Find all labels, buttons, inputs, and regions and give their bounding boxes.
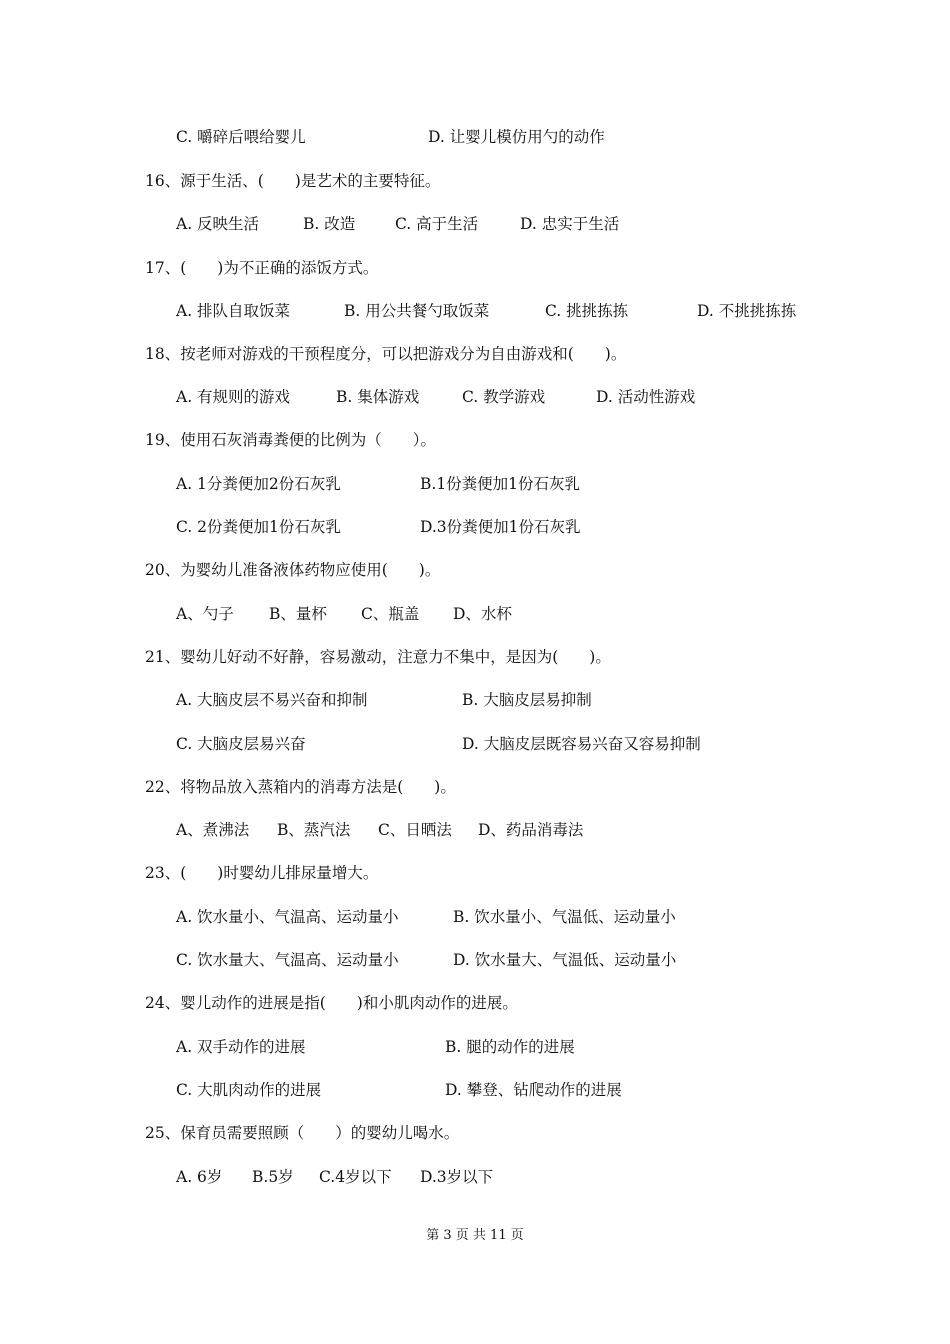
q15-option-d: D. 让婴儿模仿用勺的动作	[428, 128, 605, 146]
question-18-stem: 18、按老师对游戏的干预程度分，可以把游戏分为自由游戏和( )。	[145, 345, 627, 363]
q23-option-c: C. 饮水量大、气温高、运动量小	[176, 951, 399, 969]
q18-option-c: C. 教学游戏	[462, 388, 546, 406]
question-23-stem: 23、( )时婴幼儿排尿量增大。	[145, 864, 379, 882]
question-24-stem: 24、婴儿动作的进展是指( )和小肌肉动作的进展。	[145, 994, 518, 1012]
q20-option-d: D、水杯	[453, 605, 512, 623]
q22-option-a: A、煮沸法	[176, 821, 250, 839]
q19-option-d: D.3份粪便加1份石灰乳	[420, 518, 581, 536]
q16-option-b: B. 改造	[303, 215, 356, 233]
q16-option-d: D. 忠实于生活	[520, 215, 620, 233]
question-21-stem: 21、婴幼儿好动不好静，容易激动，注意力不集中，是因为( )。	[145, 648, 611, 666]
q17-option-c: C. 挑挑拣拣	[545, 302, 629, 320]
q19-option-a: A. 1分粪便加2份石灰乳	[176, 475, 341, 493]
q21-option-b: B. 大脑皮层易抑制	[462, 691, 592, 709]
q19-option-b: B.1份粪便加1份石灰乳	[420, 475, 581, 493]
q16-option-c: C. 高于生活	[395, 215, 479, 233]
q17-option-b: B. 用公共餐勺取饭菜	[344, 302, 490, 320]
q18-option-a: A. 有规则的游戏	[176, 388, 291, 406]
question-25-stem: 25、保育员需要照顾（ ）的婴幼儿喝水。	[145, 1124, 460, 1142]
q15-option-c: C. 嚼碎后喂给婴儿	[176, 128, 306, 146]
q20-option-b: B、量杯	[269, 605, 327, 623]
q16-option-a: A. 反映生活	[176, 215, 260, 233]
page-number-footer: 第 3 页 共 11 页	[426, 1228, 524, 1243]
question-16-stem: 16、源于生活、( )是艺术的主要特征。	[145, 172, 441, 190]
q20-option-c: C、瓶盖	[361, 605, 420, 623]
q19-option-c: C. 2份粪便加1份石灰乳	[176, 518, 341, 536]
q24-option-a: A. 双手动作的进展	[176, 1038, 306, 1056]
q24-option-c: C. 大肌肉动作的进展	[176, 1081, 322, 1099]
q22-option-b: B、蒸汽法	[277, 821, 351, 839]
q21-option-a: A. 大脑皮层不易兴奋和抑制	[176, 691, 368, 709]
q24-option-b: B. 腿的动作的进展	[445, 1038, 575, 1056]
q23-option-a: A. 饮水量小、气温高、运动量小	[176, 908, 399, 926]
question-17-stem: 17、( )为不正确的添饭方式。	[145, 259, 379, 277]
q22-option-d: D、药品消毒法	[478, 821, 584, 839]
q18-option-d: D. 活动性游戏	[596, 388, 696, 406]
q22-option-c: C、日晒法	[378, 821, 452, 839]
question-20-stem: 20、为婴幼儿准备液体药物应使用( )。	[145, 561, 441, 579]
q24-option-d: D. 攀登、钻爬动作的进展	[445, 1081, 622, 1099]
q17-option-a: A. 排队自取饭菜	[176, 302, 291, 320]
q18-option-b: B. 集体游戏	[336, 388, 420, 406]
q23-option-d: D. 饮水量大、气温低、运动量小	[453, 951, 677, 969]
q23-option-b: B. 饮水量小、气温低、运动量小	[453, 908, 676, 926]
question-22-stem: 22、将物品放入蒸箱内的消毒方法是( )。	[145, 778, 456, 796]
q25-option-d: D.3岁以下	[420, 1168, 494, 1186]
q21-option-c: C. 大脑皮层易兴奋	[176, 735, 306, 753]
q25-option-a: A. 6岁	[176, 1168, 223, 1186]
q25-option-c: C.4岁以下	[319, 1168, 392, 1186]
q17-option-d: D. 不挑挑拣拣	[697, 302, 797, 320]
question-19-stem: 19、使用石灰消毒粪便的比例为（ ）。	[145, 431, 436, 449]
q25-option-b: B.5岁	[252, 1168, 294, 1186]
q21-option-d: D. 大脑皮层既容易兴奋又容易抑制	[462, 735, 701, 753]
q20-option-a: A、勺子	[176, 605, 234, 623]
